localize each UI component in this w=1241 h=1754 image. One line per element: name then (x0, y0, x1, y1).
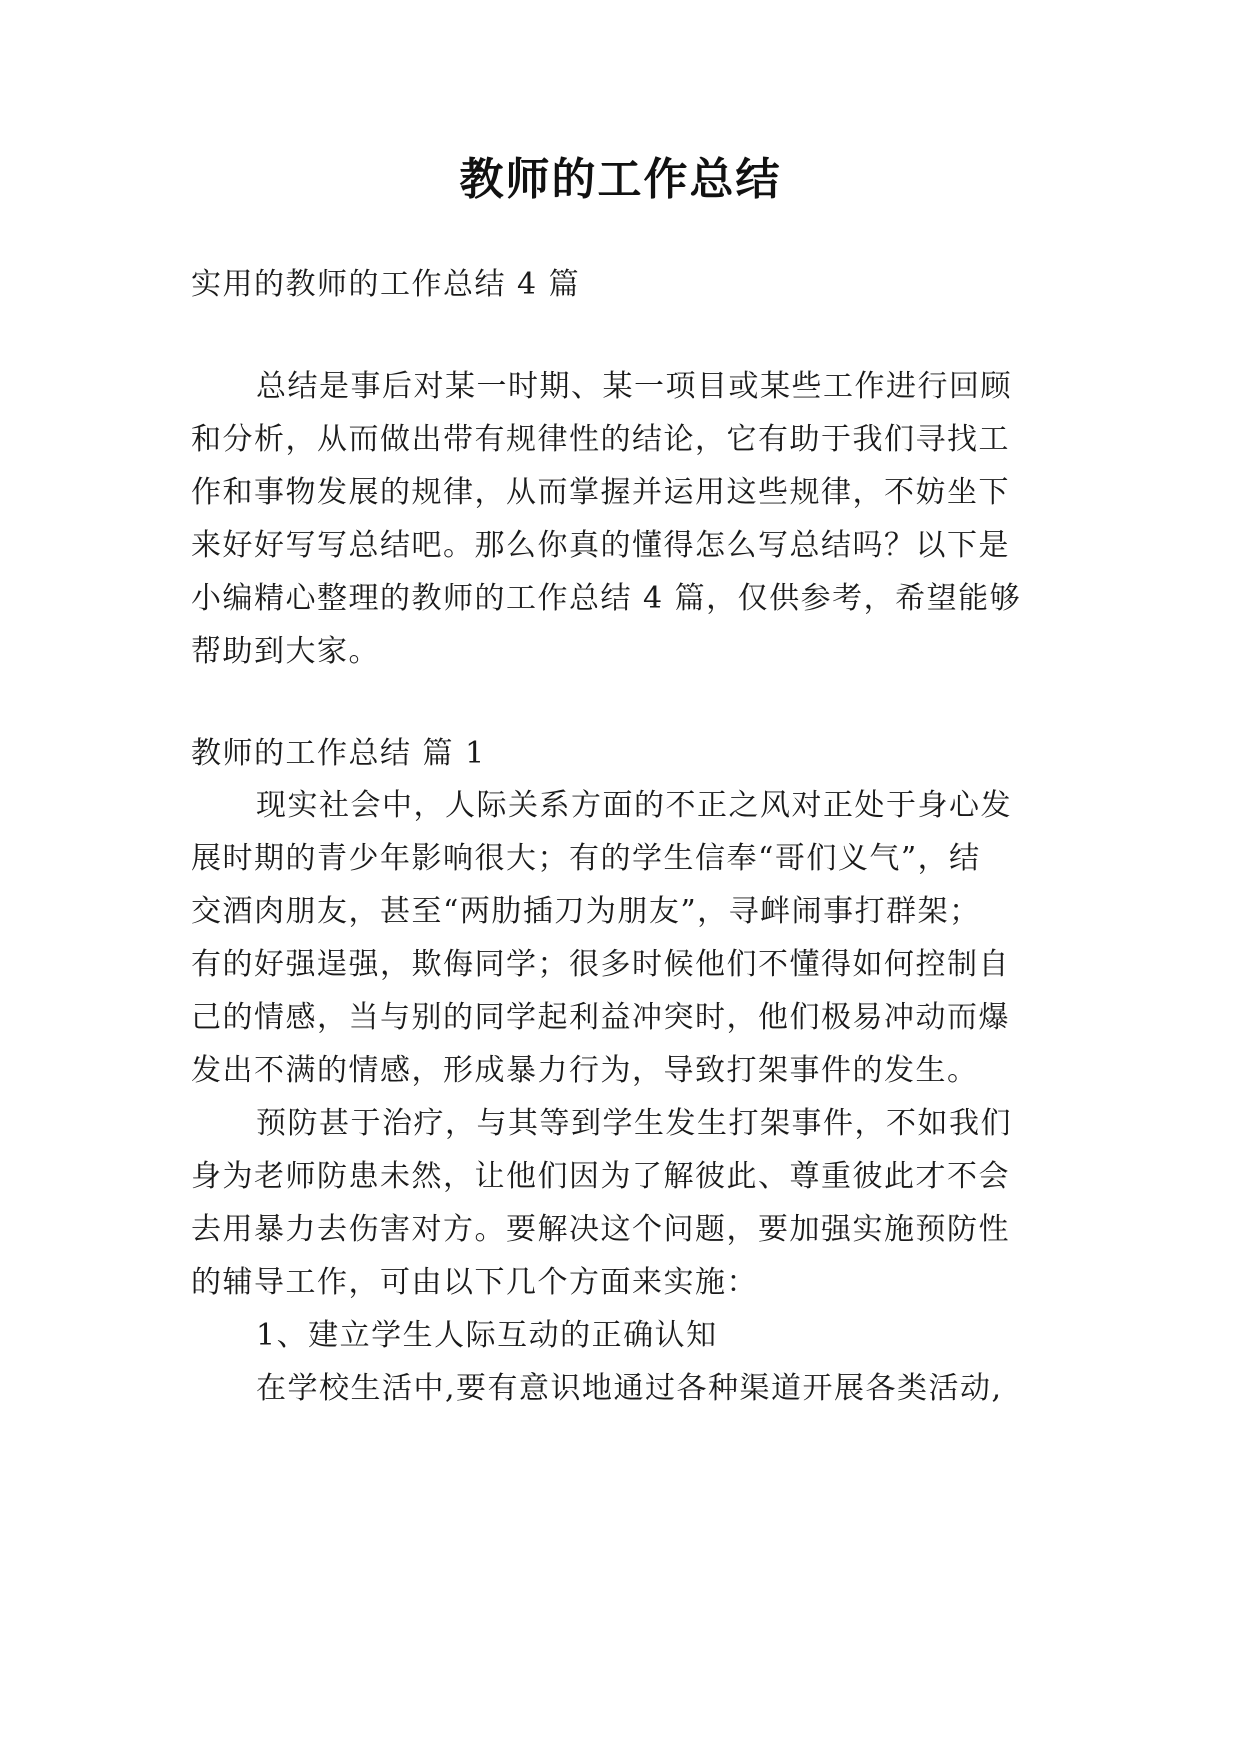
para2-line-1: 预防甚于治疗，与其等到学生发生打架事件，不如我们 (256, 1106, 1012, 1141)
para2-line-2: 身为老师防患未然，让他们因为了解彼此、尊重彼此才不会 (191, 1159, 1010, 1194)
intro-line-2: 和分析，从而做出带有规律性的结论，它有助于我们寻找工 (191, 422, 1010, 457)
intro-line-3: 作和事物发展的规律，从而掌握并运用这些规律，不妨坐下 (191, 475, 1010, 510)
para1-line-2: 展时期的青少年影响很大；有的学生信奉“哥们义气”，结 (191, 841, 981, 876)
document-subtitle: 实用的教师的工作总结 4 篇 (191, 267, 581, 302)
document-title: 教师的工作总结 (459, 154, 782, 205)
intro-line-5: 小编精心整理的教师的工作总结 4 篇，仅供参考，希望能够 (191, 581, 1022, 616)
para2-line-4: 的辅导工作，可由以下几个方面来实施： (191, 1265, 758, 1300)
para1-line-4: 有的好强逞强，欺侮同学；很多时候他们不懂得如何控制自 (191, 947, 1010, 982)
intro-line-4: 来好好写写总结吧。那么你真的懂得怎么写总结吗？以下是 (191, 528, 1010, 563)
para1-line-3: 交酒肉朋友，甚至“两肋插刀为朋友”，寻衅闹事打群架； (191, 894, 981, 929)
para3-line-1: 在学校生活中,要有意识地通过各种渠道开展各类活动, (256, 1371, 1003, 1406)
intro-line-6: 帮助到大家。 (191, 634, 380, 669)
para1-line-6: 发出不满的情感，形成暴力行为，导致打架事件的发生。 (191, 1053, 979, 1088)
para1-line-1: 现实社会中，人际关系方面的不正之风对正处于身心发 (256, 788, 1012, 823)
para1-line-5: 己的情感，当与别的同学起利益冲突时，他们极易冲动而爆 (191, 1000, 1010, 1035)
section-heading: 教师的工作总结 篇 1 (191, 736, 486, 771)
para2-line-3: 去用暴力去伤害对方。要解决这个问题，要加强实施预防性 (191, 1212, 1010, 1247)
intro-line-1: 总结是事后对某一时期、某一项目或某些工作进行回顾 (256, 369, 1012, 404)
list-item-1: 1、建立学生人际互动的正确认知 (256, 1318, 718, 1353)
